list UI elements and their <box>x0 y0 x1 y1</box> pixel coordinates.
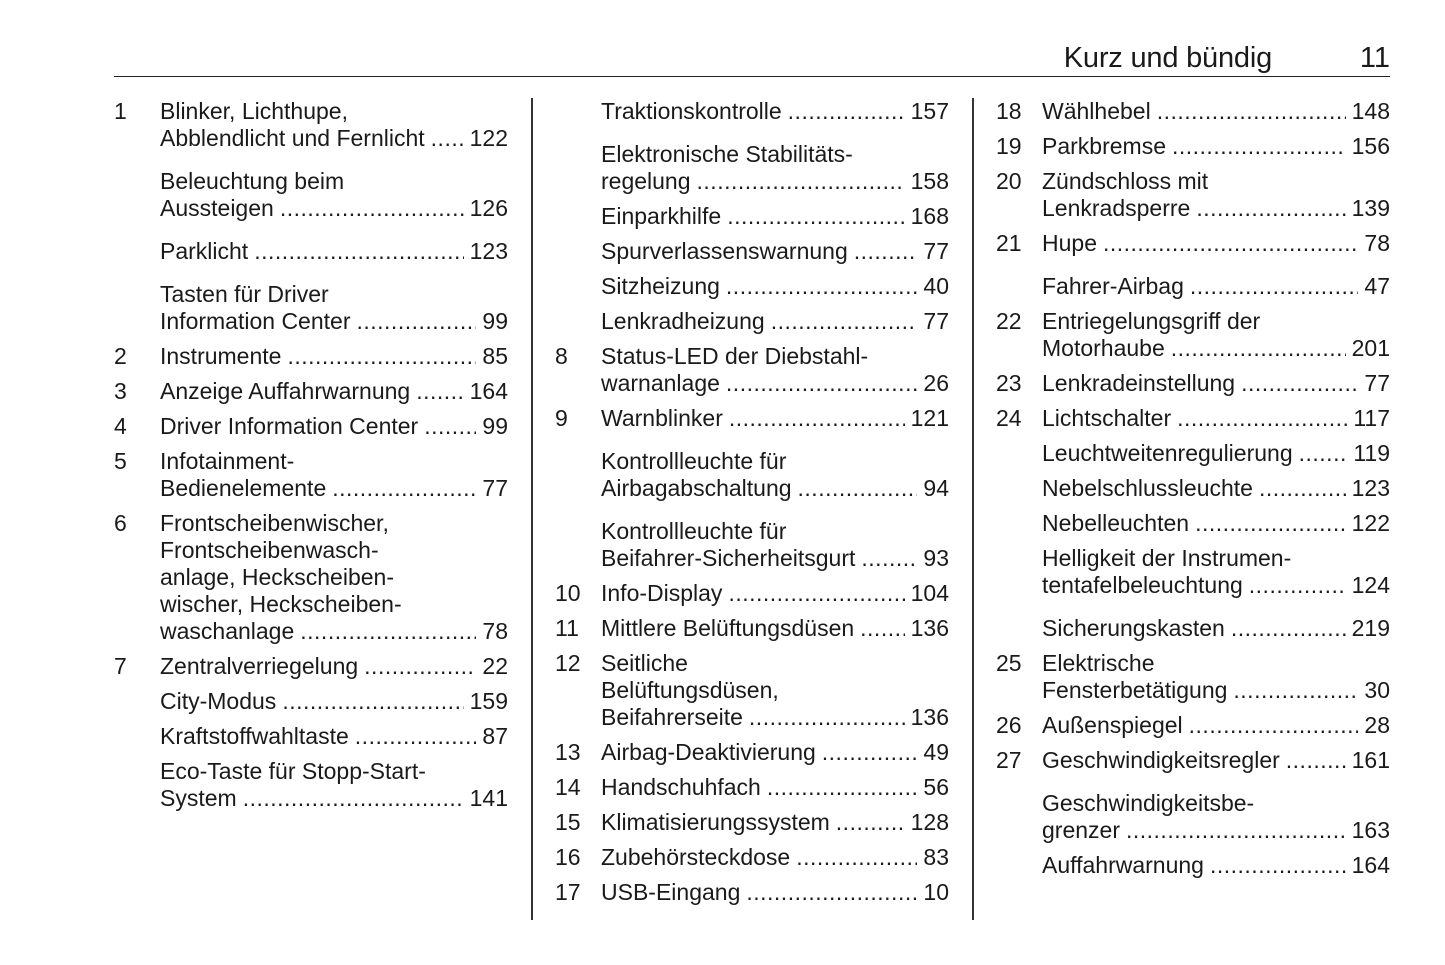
column-divider <box>972 98 974 920</box>
index-column-1 <box>114 98 508 812</box>
entry-text: Elektronische Stabilitäts- <box>601 141 853 167</box>
index-entry <box>996 168 1390 222</box>
entry-text: Sitzheizung <box>601 273 720 299</box>
page-reference: 141 <box>469 785 508 811</box>
page-reference: 83 <box>923 844 949 870</box>
item-number: 20 <box>996 168 1022 194</box>
entry-text: Bedienelemente <box>160 475 327 501</box>
entry-text: Beifahrer-Sicherheitsgurt <box>601 545 856 571</box>
entry-text: Traktionskontrolle <box>601 98 782 124</box>
index-entry <box>555 615 949 642</box>
item-number: 1 <box>114 98 127 124</box>
page-reference: 139 <box>1351 195 1390 221</box>
entry-text: Sicherungskasten <box>1042 615 1225 641</box>
index-entry <box>114 168 508 222</box>
column-divider <box>531 98 533 920</box>
dot-leader <box>1231 615 1346 642</box>
dot-leader <box>822 739 918 766</box>
page-reference: 30 <box>1364 677 1390 703</box>
page-reference: 77 <box>923 308 949 334</box>
page-reference: 148 <box>1351 98 1390 124</box>
index-entry <box>555 238 949 265</box>
page-reference: 122 <box>1351 510 1390 536</box>
index-column-2 <box>555 98 949 906</box>
index-entry <box>996 273 1390 300</box>
page-reference: 104 <box>910 580 949 606</box>
index-entry <box>996 712 1390 739</box>
index-entry <box>555 739 949 766</box>
dot-leader <box>1126 817 1346 844</box>
dot-leader <box>1233 677 1358 704</box>
entry-text: Information Center <box>160 308 351 334</box>
dot-leader <box>728 580 904 607</box>
entry-text: Status-LED der Diebstahl- <box>601 343 869 369</box>
entry-text: Kontrollleuchte für <box>601 518 787 544</box>
entry-text: Beleuchtung beim <box>160 168 345 194</box>
entry-text: Instrumente <box>160 343 282 369</box>
entry-text: Tasten für Driver <box>160 281 329 307</box>
dot-leader <box>767 774 918 801</box>
entry-text: Helligkeit der Instrumen- <box>1042 545 1292 571</box>
entry-text: Geschwindigkeitsregler <box>1042 747 1280 773</box>
page-reference: 123 <box>1351 475 1390 501</box>
index-entry <box>114 281 508 335</box>
page-reference: 93 <box>923 545 949 571</box>
page-reference: 136 <box>910 615 949 641</box>
dot-leader <box>836 809 905 836</box>
index-entry <box>555 203 949 230</box>
dot-leader <box>854 238 918 265</box>
index-entry <box>114 510 508 645</box>
dot-leader <box>771 308 918 335</box>
item-number: 21 <box>996 230 1022 256</box>
item-number: 17 <box>555 879 581 905</box>
item-number: 24 <box>996 405 1022 431</box>
index-entry <box>114 413 508 440</box>
page-reference: 136 <box>910 704 949 730</box>
item-number: 23 <box>996 370 1022 396</box>
page-reference: 87 <box>482 723 508 749</box>
entry-text: Seitliche <box>601 650 688 676</box>
item-number: 9 <box>555 405 568 431</box>
item-number: 4 <box>114 413 127 439</box>
page-reference: 77 <box>482 475 508 501</box>
index-entry <box>555 405 949 432</box>
entry-text: Anzeige Auffahrwarnung <box>160 378 411 404</box>
item-number: 10 <box>555 580 581 606</box>
page-reference: 56 <box>923 774 949 800</box>
dot-leader <box>726 273 917 300</box>
entry-text: Handschuhfach <box>601 774 761 800</box>
dot-leader <box>431 125 464 152</box>
page-reference: 121 <box>910 405 949 431</box>
entry-text: Geschwindigkeitsbe- <box>1042 790 1255 816</box>
entry-text: Info-Display <box>601 580 723 606</box>
item-number: 5 <box>114 448 127 474</box>
page-reference: 163 <box>1351 817 1390 843</box>
dot-leader <box>798 475 918 502</box>
dot-leader <box>355 723 477 750</box>
entry-text: Fensterbetätigung <box>1042 677 1228 703</box>
index-entry <box>996 98 1390 125</box>
entry-text: Außenspiegel <box>1042 712 1183 738</box>
entry-text: USB-Eingang <box>601 879 741 905</box>
index-entry <box>996 650 1390 704</box>
page-reference: 99 <box>482 308 508 334</box>
entry-text: Kontrollleuchte für <box>601 448 787 474</box>
index-entry <box>114 343 508 370</box>
item-number: 15 <box>555 809 581 835</box>
dot-leader <box>1210 852 1346 879</box>
page-reference: 164 <box>469 378 508 404</box>
dot-leader <box>424 413 476 440</box>
item-number: 6 <box>114 510 127 536</box>
entry-text: Belüftungsdüsen, <box>601 677 779 703</box>
entry-text: Lichtschalter <box>1042 405 1172 431</box>
entry-text: Hupe <box>1042 230 1097 256</box>
entry-text: grenzer <box>1042 817 1120 843</box>
entry-text: Lenkradsperre <box>1042 195 1191 221</box>
page-reference: 40 <box>923 273 949 299</box>
page-reference: 126 <box>469 195 508 221</box>
index-entry <box>114 98 508 152</box>
page-reference: 78 <box>1364 230 1390 256</box>
page-reference: 158 <box>910 168 949 194</box>
page-reference: 161 <box>1351 747 1390 773</box>
index-entry <box>996 790 1390 844</box>
entry-text: Nebelleuchten <box>1042 510 1190 536</box>
entry-text: Airbag-Deaktivierung <box>601 739 816 765</box>
index-entry <box>996 747 1390 774</box>
dot-leader <box>796 844 917 871</box>
index-entry <box>114 238 508 265</box>
index-entry <box>114 653 508 680</box>
entry-text: Mittlere Belüftungsdüsen <box>601 615 855 641</box>
entry-text: waschanlage <box>160 618 295 644</box>
page-reference: 168 <box>910 203 949 229</box>
entry-text: Entriegelungsgriff der <box>1042 308 1261 334</box>
page-reference: 164 <box>1351 852 1390 878</box>
entry-text: Spurverlassenswarnung <box>601 238 848 264</box>
page-reference: 22 <box>482 653 508 679</box>
page-reference: 26 <box>923 370 949 396</box>
index-entry <box>555 141 949 195</box>
page-reference: 124 <box>1351 572 1390 598</box>
page-reference: 47 <box>1364 273 1390 299</box>
dot-leader <box>746 879 917 906</box>
entry-text: Fahrer-Airbag <box>1042 273 1184 299</box>
dot-leader <box>729 405 905 432</box>
entry-text: Frontscheibenwasch- <box>160 537 379 563</box>
page-reference: 85 <box>482 343 508 369</box>
item-number: 14 <box>555 774 581 800</box>
entry-text: Eco-Taste für Stopp-Start- <box>160 758 426 784</box>
page-header <box>114 38 1390 77</box>
index-entry <box>996 230 1390 257</box>
page-reference: 123 <box>469 238 508 264</box>
entry-text: Zubehörsteckdose <box>601 844 791 870</box>
index-column-3 <box>996 98 1390 879</box>
index-entry <box>996 133 1390 160</box>
dot-leader <box>860 615 904 642</box>
page-reference: 28 <box>1364 712 1390 738</box>
dot-leader <box>243 785 464 812</box>
index-entry <box>114 688 508 715</box>
index-entry <box>996 405 1390 432</box>
entry-text: Wählhebel <box>1042 98 1151 124</box>
index-entry <box>555 774 949 801</box>
dot-leader <box>364 653 476 680</box>
entry-text: Abblendlicht und Fernlicht <box>160 125 425 151</box>
dot-leader <box>1196 195 1345 222</box>
page-reference: 77 <box>1364 370 1390 396</box>
dot-leader <box>749 704 905 731</box>
page-reference: 117 <box>1353 405 1390 431</box>
item-number: 26 <box>996 712 1022 738</box>
item-number: 3 <box>114 378 127 404</box>
dot-leader <box>727 203 904 230</box>
index-entry <box>114 448 508 502</box>
page-reference: 10 <box>923 879 949 905</box>
page-reference: 119 <box>1353 440 1390 466</box>
item-number: 8 <box>555 343 568 369</box>
index-entry <box>555 448 949 502</box>
dot-leader <box>282 688 463 715</box>
entry-text: tentafelbeleuchtung <box>1042 572 1243 598</box>
index-entry <box>555 98 949 125</box>
dot-leader <box>287 343 476 370</box>
dot-leader <box>861 545 917 572</box>
item-number: 16 <box>555 844 581 870</box>
entry-text: System <box>160 785 237 811</box>
index-entry <box>555 809 949 836</box>
entry-text: regelung <box>601 168 691 194</box>
page-reference: 99 <box>482 413 508 439</box>
dot-leader <box>1189 712 1359 739</box>
dot-leader <box>788 98 905 125</box>
entry-text: Elektrische <box>1042 650 1155 676</box>
index-entry <box>555 650 949 731</box>
dot-leader <box>1171 335 1346 362</box>
dot-leader <box>416 378 463 405</box>
page-reference: 157 <box>910 98 949 124</box>
dot-leader <box>1241 370 1358 397</box>
item-number: 22 <box>996 308 1022 334</box>
entry-text: Infotainment- <box>160 448 295 474</box>
section-title: Kurz und bündig <box>1063 42 1272 74</box>
entry-text: Aussteigen <box>160 195 274 221</box>
page-reference: 156 <box>1351 133 1390 159</box>
item-number: 2 <box>114 343 127 369</box>
page-reference: 78 <box>482 618 508 644</box>
entry-text: Parklicht <box>160 238 249 264</box>
entry-text: Leuchtweitenregulierung <box>1042 440 1293 466</box>
index-entry <box>555 580 949 607</box>
item-number: 12 <box>555 650 581 676</box>
entry-text: Frontscheibenwischer, <box>160 510 389 536</box>
dot-leader <box>1286 747 1346 774</box>
page-reference: 219 <box>1351 615 1390 641</box>
dot-leader <box>1190 273 1359 300</box>
dot-leader <box>1103 230 1358 257</box>
page-reference: 128 <box>910 809 949 835</box>
index-entry <box>996 370 1390 397</box>
page-number: 11 <box>1359 42 1390 74</box>
item-number: 27 <box>996 747 1022 773</box>
entry-text: Einparkhilfe <box>601 203 722 229</box>
dot-leader <box>1177 405 1347 432</box>
item-number: 18 <box>996 98 1022 124</box>
entry-text: Nebelschlussleuchte <box>1042 475 1253 501</box>
item-number: 11 <box>555 615 579 641</box>
dot-leader <box>332 475 476 502</box>
page-reference: 122 <box>469 125 508 151</box>
index-entry <box>996 545 1390 599</box>
entry-text: wischer, Heckscheiben- <box>160 591 402 617</box>
index-entry <box>996 510 1390 537</box>
index-entry <box>555 273 949 300</box>
dot-leader <box>1172 133 1346 160</box>
dot-leader <box>1259 475 1346 502</box>
index-entry <box>555 308 949 335</box>
entry-text: warnanlage <box>601 370 720 396</box>
page-reference: 49 <box>923 739 949 765</box>
entry-text: Zentralverriegelung <box>160 653 359 679</box>
entry-text: Lenkradeinstellung <box>1042 370 1236 396</box>
dot-leader <box>300 618 476 645</box>
index-entry <box>996 308 1390 362</box>
index-entry <box>996 440 1390 467</box>
dot-leader <box>280 195 464 222</box>
entry-text: Lenkradheizung <box>601 308 765 334</box>
dot-leader <box>1195 510 1346 537</box>
index-entry <box>555 879 949 906</box>
index-entry <box>555 518 949 572</box>
dot-leader <box>254 238 463 265</box>
dot-leader <box>1299 440 1348 467</box>
entry-text: Airbagabschaltung <box>601 475 792 501</box>
index-entry <box>114 378 508 405</box>
item-number: 7 <box>114 653 127 679</box>
dot-leader <box>356 308 476 335</box>
index-entry <box>555 844 949 871</box>
entry-text: Parkbremse <box>1042 133 1166 159</box>
page-reference: 77 <box>923 238 949 264</box>
item-number: 25 <box>996 650 1022 676</box>
entry-text: anlage, Heckscheiben- <box>160 564 394 590</box>
index-entry <box>996 475 1390 502</box>
entry-text: Auffahrwarnung <box>1042 852 1204 878</box>
page-reference: 201 <box>1351 335 1390 361</box>
index-entry <box>555 343 949 397</box>
entry-text: Kraftstoffwahltaste <box>160 723 349 749</box>
dot-leader <box>726 370 917 397</box>
page-reference: 159 <box>469 688 508 714</box>
index-entry <box>114 723 508 750</box>
entry-text: Driver Information Center <box>160 413 419 439</box>
index-entry <box>996 852 1390 879</box>
entry-text: Beifahrerseite <box>601 704 743 730</box>
dot-leader <box>1249 572 1346 599</box>
entry-text: Zündschloss mit <box>1042 168 1209 194</box>
entry-text: Klimatisierungssystem <box>601 809 830 835</box>
item-number: 19 <box>996 133 1022 159</box>
entry-text: Blinker, Lichthupe, <box>160 98 348 124</box>
item-number: 13 <box>555 739 581 765</box>
page-reference: 94 <box>923 475 949 501</box>
dot-leader <box>697 168 905 195</box>
index-entry <box>996 615 1390 642</box>
entry-text: Warnblinker <box>601 405 723 431</box>
entry-text: City-Modus <box>160 688 277 714</box>
entry-text: Motorhaube <box>1042 335 1165 361</box>
dot-leader <box>1157 98 1346 125</box>
index-entry <box>114 758 508 812</box>
